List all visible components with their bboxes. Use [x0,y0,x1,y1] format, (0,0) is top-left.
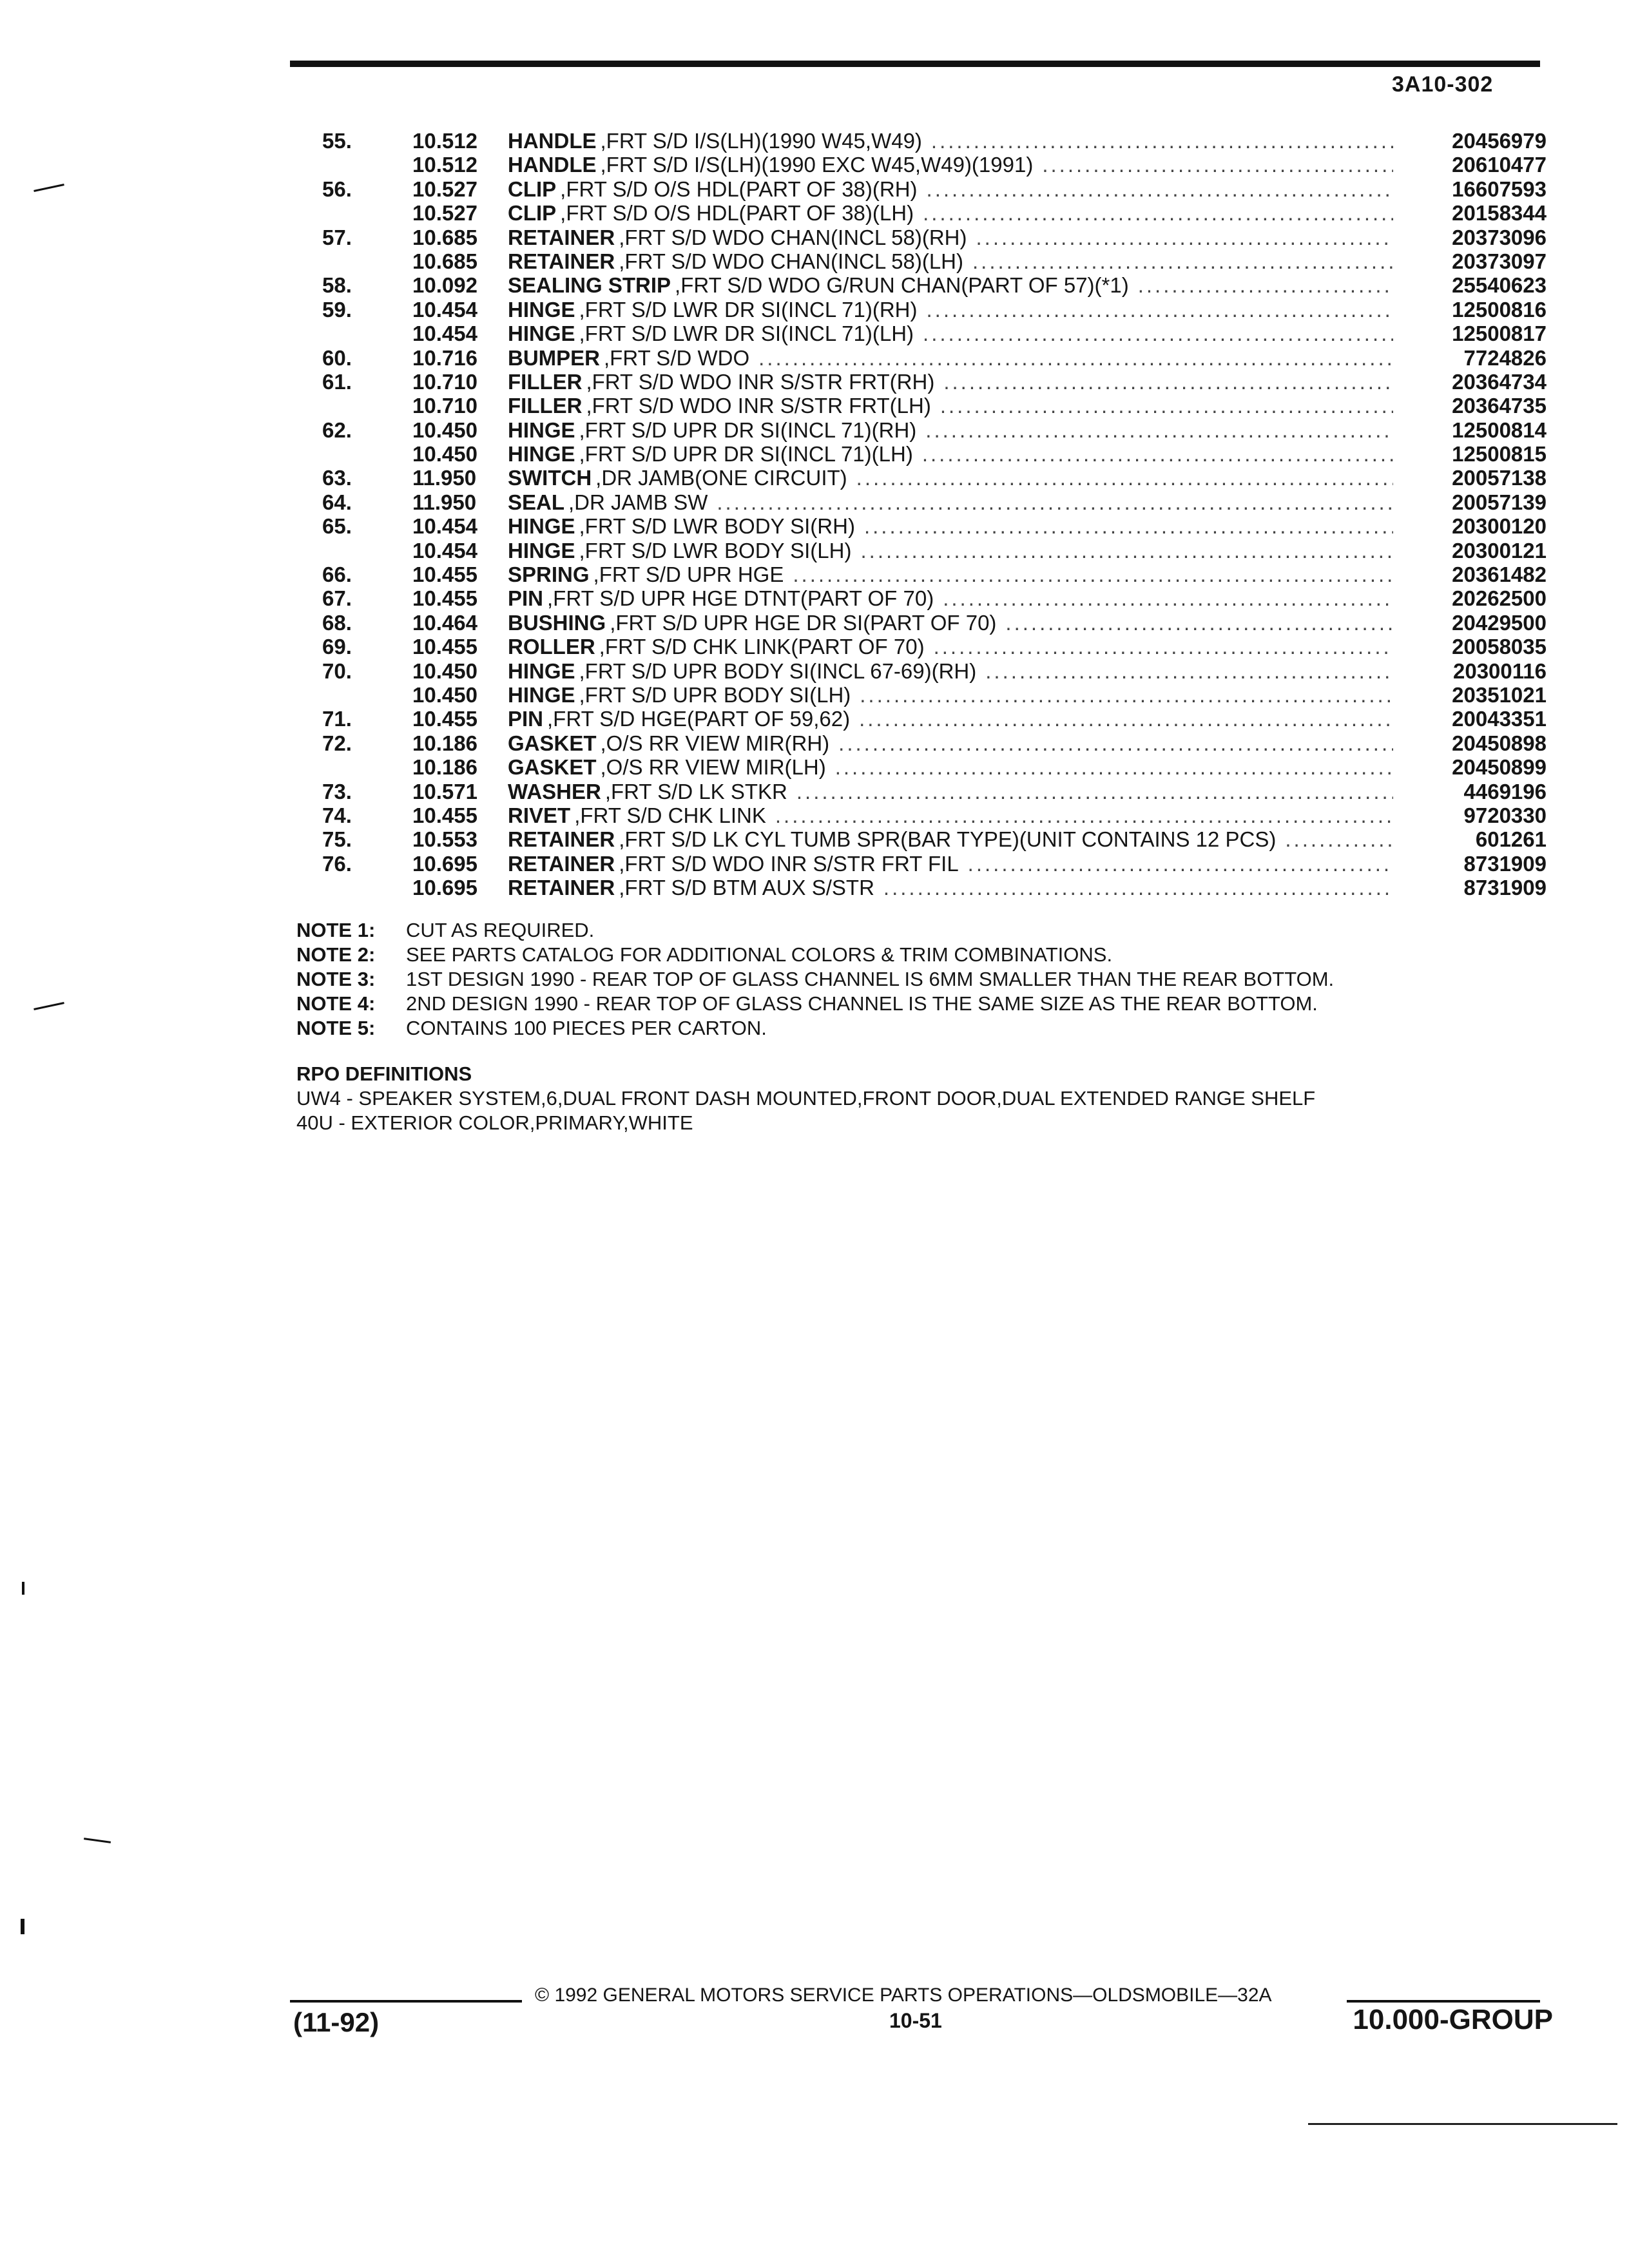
part-name: HINGE [508,322,575,346]
part-row [322,780,1547,803]
leader-dots [859,707,1393,731]
part-number: 20351021 [1452,682,1547,707]
part-name: CLIP [508,201,557,226]
part-row [322,827,1547,851]
part-detail: ,O/S RR VIEW MIR(LH) [600,755,826,780]
part-row [322,177,1547,201]
part-row [322,586,1547,610]
part-description [508,586,1398,610]
part-description [508,346,1398,370]
part-description [508,273,1398,297]
part-name: PIN [508,707,544,731]
part-number: 20610477 [1452,153,1547,177]
part-description [508,852,1398,876]
part-group: 10.685 [412,249,477,273]
part-group: 10.186 [412,731,477,755]
part-description [508,659,1398,683]
part-description [508,249,1398,273]
part-name: HINGE [508,418,575,442]
part-name: FILLER [508,394,583,418]
part-ref: 58. [322,273,352,298]
leader-dots [835,755,1393,779]
part-number: 12500817 [1452,322,1547,346]
part-detail: ,FRT S/D O/S HDL(PART OF 38)(RH) [560,177,918,201]
note-label: NOTE 5: [296,1017,376,1039]
part-name: RETAINER [508,249,615,273]
part-row [322,490,1547,514]
part-detail: ,FRT S/D UPR BODY SI(LH) [579,682,851,707]
part-detail: ,O/S RR VIEW MIR(RH) [600,731,830,755]
leader-dots [758,346,1393,370]
part-row [322,731,1547,755]
part-row [322,442,1547,466]
part-row [322,539,1547,562]
part-row [322,635,1547,658]
part-description [508,803,1398,827]
part-detail: ,FRT S/D I/S(LH)(1990 W45,W49) [600,129,922,153]
leader-dots [923,201,1393,225]
part-detail: ,FRT S/D UPR HGE DTNT(PART OF 70) [547,586,934,611]
leader-dots [775,803,1393,827]
part-description [508,442,1398,466]
part-description [508,876,1398,899]
part-detail: ,FRT S/D LWR DR SI(INCL 71)(RH) [579,297,918,322]
part-detail: ,FRT S/D LK CYL TUMB SPR(BAR TYPE)(UNIT CONTAINS 12 PCS) [619,827,1277,852]
part-ref: 64. [322,490,352,514]
leader-dots [934,635,1393,658]
part-detail: ,FRT S/D O/S HDL(PART OF 38)(LH) [560,201,914,226]
part-ref: 74. [322,803,352,827]
part-description [508,129,1398,153]
part-detail: ,DR JAMB SW [568,490,708,514]
leader-dots [1138,273,1393,297]
part-name: HINGE [508,682,575,707]
part-number: 20058035 [1452,635,1547,659]
leader-dots [931,129,1393,153]
part-row [322,707,1547,731]
part-ref: 72. [322,731,352,755]
part-name: WASHER [508,779,601,803]
part-group: 10.464 [412,610,477,635]
leader-dots [943,586,1393,610]
part-detail: ,FRT S/D HGE(PART OF 59,62) [547,707,851,731]
part-name: BUSHING [508,610,606,635]
part-row [322,129,1547,153]
footer-rule-right [1347,2000,1540,2003]
note-row [296,1016,1334,1041]
part-number: 20158344 [1452,201,1547,226]
part-description [508,226,1398,249]
part-number: 20373097 [1452,249,1547,273]
notes-section [296,918,1334,1041]
part-name: HINGE [508,514,575,539]
part-name: HINGE [508,658,575,683]
leader-dots [927,177,1393,201]
part-row [322,394,1547,418]
header-rule [290,61,1540,67]
part-group: 11.950 [412,466,477,490]
part-group: 11.950 [412,490,477,514]
part-row [322,346,1547,370]
part-description [508,780,1398,803]
part-description [508,635,1398,658]
part-number: 4469196 [1463,779,1547,803]
part-row [322,249,1547,273]
part-group: 10.092 [412,273,477,298]
part-group: 10.455 [412,803,477,827]
part-number: 20364735 [1452,394,1547,418]
part-description [508,827,1398,851]
group-title: 10.000-GROUP [1353,2004,1553,2035]
part-name: ROLLER [508,635,595,659]
part-group: 10.710 [412,369,477,394]
part-row [322,852,1547,876]
part-row [322,418,1547,442]
part-group: 10.571 [412,779,477,803]
part-name: SEAL [508,490,565,514]
part-number: 12500814 [1452,418,1547,442]
part-ref: 66. [322,562,352,587]
part-name: HINGE [508,538,575,562]
part-number: 12500815 [1452,442,1547,466]
scan-mark [22,1582,24,1595]
copyright: © 1992 GENERAL MOTORS SERVICE PARTS OPERATIONS—OLDSMOBILE—32A [535,1984,1272,2006]
part-number: 8731909 [1463,876,1547,900]
part-ref: 76. [322,851,352,876]
part-row [322,683,1547,707]
part-detail: ,FRT S/D UPR DR SI(INCL 71)(LH) [579,442,913,466]
leader-dots [923,322,1393,345]
bottom-rule [1308,2123,1617,2125]
part-description [508,201,1398,225]
part-ref: 62. [322,418,352,442]
scan-mark [34,184,64,192]
part-ref: 69. [322,635,352,659]
part-name: RETAINER [508,225,615,249]
part-row [322,298,1547,322]
part-number: 20373096 [1452,225,1547,249]
leader-dots [883,876,1393,899]
part-number: 20300116 [1452,658,1547,683]
part-detail: ,FRT S/D I/S(LH)(1990 EXC W45,W49)(1991) [600,153,1034,177]
rpo-title: RPO DEFINITIONS [296,1062,472,1085]
part-row [322,659,1547,683]
part-name: PIN [508,586,544,611]
part-group: 10.553 [412,827,477,852]
leader-dots [838,731,1393,755]
part-group: 10.454 [412,322,477,346]
part-ref: 68. [322,610,352,635]
part-detail: ,DR JAMB(ONE CIRCUIT) [595,466,847,490]
part-group: 10.685 [412,225,477,249]
part-ref: 70. [322,658,352,683]
part-group: 10.454 [412,297,477,322]
leader-dots [1005,611,1393,635]
leader-dots [856,466,1393,490]
part-description [508,322,1398,345]
part-detail: ,FRT S/D WDO CHAN(INCL 58)(RH) [619,225,967,249]
part-group: 10.695 [412,876,477,900]
leader-dots [976,226,1393,249]
part-number: 8731909 [1463,851,1547,876]
part-name: GASKET [508,755,597,780]
note-text: CONTAINS 100 PIECES PER CARTON. [406,1017,767,1039]
leader-dots [925,418,1393,442]
part-description [508,177,1398,201]
note-row [296,943,1334,967]
part-detail: ,FRT S/D WDO INR S/STR FRT(LH) [586,394,931,418]
part-number: 20262500 [1452,586,1547,611]
part-row [322,466,1547,490]
part-name: SWITCH [508,466,592,490]
part-ref: 65. [322,514,352,539]
part-number: 20057138 [1452,466,1547,490]
part-description [508,539,1398,562]
part-name: SPRING [508,562,590,587]
part-number: 20361482 [1452,562,1547,587]
part-number: 20456979 [1452,129,1547,153]
leader-dots [1285,827,1393,851]
part-description [508,514,1398,538]
part-detail: ,FRT S/D WDO INR S/STR FRT FIL [619,851,959,876]
part-ref: 63. [322,466,352,490]
part-detail: ,FRT S/D LWR DR SI(INCL 71)(LH) [579,322,914,346]
leader-dots [717,490,1393,514]
part-ref: 56. [322,177,352,201]
note-row [296,918,1334,943]
note-label: NOTE 3: [296,968,376,990]
leader-dots [943,370,1393,394]
part-number: 9720330 [1463,803,1547,827]
part-name: HANDLE [508,153,597,177]
part-description [508,418,1398,442]
part-row [322,876,1547,899]
scan-mark [84,1838,111,1843]
leader-dots [940,394,1393,418]
part-description [508,611,1398,635]
part-number: 601261 [1475,827,1547,852]
part-row [322,755,1547,779]
note-row [296,992,1334,1016]
part-group: 10.454 [412,514,477,539]
part-group: 10.455 [412,586,477,611]
part-description [508,370,1398,394]
part-ref: 73. [322,779,352,803]
part-number: 20057139 [1452,490,1547,514]
part-name: CLIP [508,177,557,201]
rpo-definitions [296,1062,1315,1135]
note-text: CUT AS REQUIRED. [406,919,595,941]
part-name: GASKET [508,731,597,755]
part-ref: 57. [322,225,352,249]
part-group: 10.710 [412,394,477,418]
part-detail: ,FRT S/D CHK LINK [574,803,766,827]
part-group: 10.455 [412,562,477,587]
scan-mark [34,1002,64,1010]
note-label: NOTE 4: [296,992,376,1015]
part-name: RETAINER [508,876,615,900]
scan-mark [21,1919,24,1934]
part-group: 10.455 [412,635,477,659]
part-name: SEALING STRIP [508,273,671,298]
part-ref: 67. [322,586,352,611]
part-description [508,731,1398,755]
part-name: RETAINER [508,851,615,876]
note-label: NOTE 1: [296,919,376,941]
part-number: 12500816 [1452,297,1547,322]
part-ref: 59. [322,297,352,322]
part-detail: ,FRT S/D WDO CHAN(INCL 58)(LH) [619,249,964,273]
part-name: HANDLE [508,129,597,153]
part-row [322,226,1547,249]
part-row [322,611,1547,635]
part-group: 10.527 [412,201,477,226]
part-number: 25540623 [1452,273,1547,298]
part-description [508,562,1398,586]
leader-dots [968,852,1393,876]
part-description [508,755,1398,779]
part-group: 10.716 [412,345,477,370]
part-number: 20450898 [1452,731,1547,755]
part-name: BUMPER [508,345,601,370]
date-code: (11-92) [293,2007,380,2037]
note-text: SEE PARTS CATALOG FOR ADDITIONAL COLORS & TRIM COMBINATIONS. [406,943,1113,966]
part-description [508,707,1398,731]
part-description [508,153,1398,177]
leader-dots [1042,153,1393,177]
leader-dots [864,514,1393,538]
part-detail: ,FRT S/D UPR HGE [593,562,784,587]
part-ref: 60. [322,345,352,370]
part-group: 10.450 [412,658,477,683]
part-name: FILLER [508,369,583,394]
part-number: 20429500 [1452,610,1547,635]
part-row [322,273,1547,297]
leader-dots [985,659,1393,683]
part-name: RETAINER [508,827,615,852]
part-description [508,683,1398,707]
part-group: 10.512 [412,153,477,177]
part-detail: ,FRT S/D LWR BODY SI(RH) [579,514,855,539]
note-row [296,967,1334,992]
part-group: 10.186 [412,755,477,780]
part-number: 7724826 [1463,345,1547,370]
part-group: 10.450 [412,442,477,466]
part-detail: ,FRT S/D CHK LINK(PART OF 70) [599,635,925,659]
part-detail: ,FRT S/D WDO G/RUN CHAN(PART OF 57)(*1) [675,273,1129,298]
parts-list [322,129,1547,900]
note-text: 2ND DESIGN 1990 - REAR TOP OF GLASS CHANNEL IS THE SAME SIZE AS THE REAR BOTTOM. [406,992,1318,1015]
part-ref: 71. [322,707,352,731]
part-number: 16607593 [1452,177,1547,201]
part-detail: ,FRT S/D WDO [604,345,750,370]
leader-dots [927,298,1393,322]
part-description [508,466,1398,490]
part-detail: ,FRT S/D LWR BODY SI(LH) [579,538,852,562]
part-row [322,201,1547,225]
part-group: 10.527 [412,177,477,201]
part-name: HINGE [508,297,575,322]
part-detail: ,FRT S/D LK STKR [604,779,787,803]
rpo-line-uw4: UW4 - SPEAKER SYSTEM,6,DUAL FRONT DASH MOUNTED,FRONT DOOR,DUAL EXTENDED RANGE SHELF [296,1087,1316,1110]
note-text: 1ST DESIGN 1990 - REAR TOP OF GLASS CHANNEL IS 6MM SMALLER THAN THE REAR BOTTOM. [406,968,1335,990]
part-row [322,562,1547,586]
part-name: RIVET [508,803,571,827]
part-name: HINGE [508,442,575,466]
part-group: 10.512 [412,129,477,153]
part-ref: 55. [322,129,352,153]
part-row [322,803,1547,827]
part-detail: ,FRT S/D UPR DR SI(INCL 71)(RH) [579,418,917,442]
part-group: 10.454 [412,538,477,562]
part-description [508,394,1398,418]
part-detail: ,FRT S/D WDO INR S/STR FRT(RH) [586,369,935,394]
footer-rule-left [290,2000,522,2003]
part-number: 20300120 [1452,514,1547,539]
leader-dots [860,683,1393,707]
leader-dots [922,442,1393,466]
part-ref: 61. [322,369,352,394]
page-number: 10-51 [889,2009,942,2032]
part-row [322,322,1547,345]
part-ref: 75. [322,827,352,852]
part-group: 10.450 [412,418,477,442]
part-row [322,514,1547,538]
part-description [508,298,1398,322]
part-detail: ,FRT S/D BTM AUX S/STR [619,876,874,900]
leader-dots [796,780,1393,803]
leader-dots [860,539,1393,562]
part-number: 20043351 [1452,707,1547,731]
part-description [508,490,1398,514]
page-code: 3A10-302 [1392,72,1494,97]
part-detail: ,FRT S/D UPR BODY SI(INCL 67-69)(RH) [579,658,977,683]
part-group: 10.450 [412,682,477,707]
part-row [322,370,1547,394]
note-label: NOTE 2: [296,943,376,966]
part-group: 10.455 [412,707,477,731]
leader-dots [972,249,1393,273]
part-group: 10.695 [412,851,477,876]
part-row [322,153,1547,177]
rpo-line-40u: 40U - EXTERIOR COLOR,PRIMARY,WHITE [296,1111,693,1134]
leader-dots [793,562,1393,586]
part-number: 20450899 [1452,755,1547,780]
part-number: 20300121 [1452,538,1547,562]
part-number: 20364734 [1452,369,1547,394]
part-detail: ,FRT S/D UPR HGE DR SI(PART OF 70) [610,610,997,635]
